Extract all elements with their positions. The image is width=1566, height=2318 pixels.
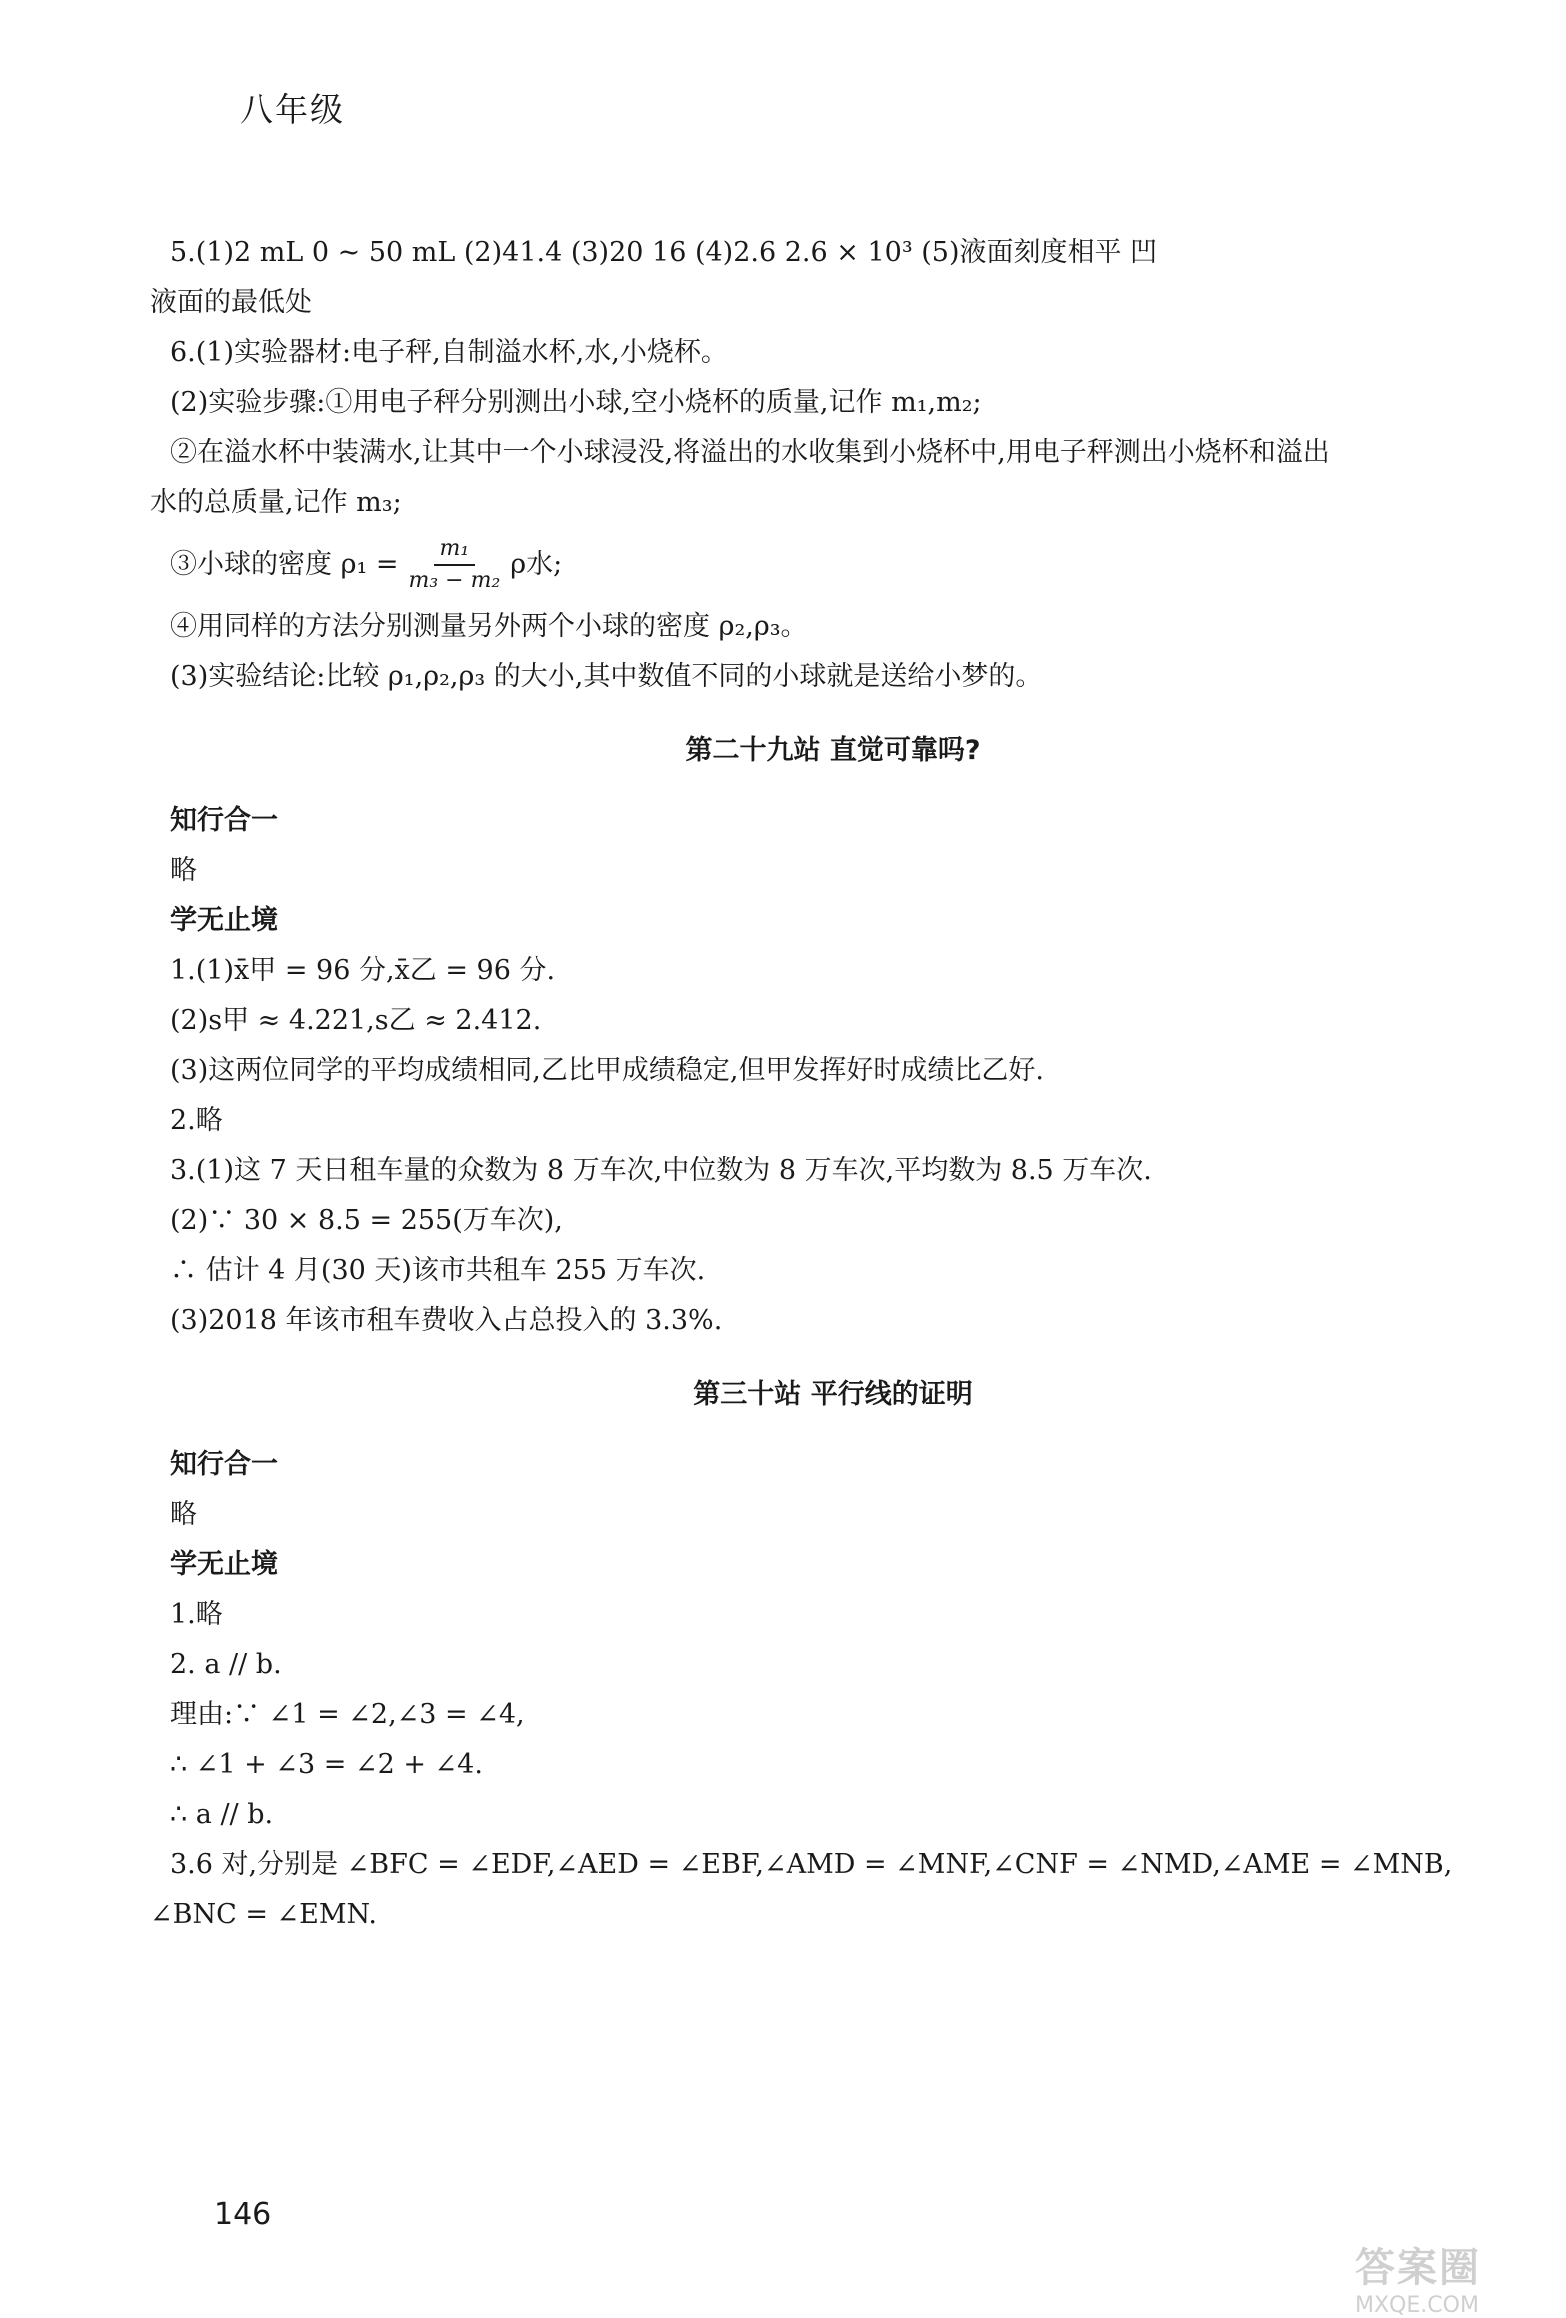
watermark-logo: [1355, 2236, 1555, 2318]
section-29-line-4: 2.略: [170, 1105, 223, 1136]
section-29-subheading-2: 学无止境: [170, 905, 278, 936]
grade-header: 八年级: [240, 90, 345, 129]
q6-line-6: (3)实验结论:比较 ρ₁,ρ₂,ρ₃ 的大小,其中数值不同的小球就是送给小梦的。: [170, 661, 1043, 692]
section-30-line-5: ∴ a // b.: [170, 1799, 274, 1830]
watermark-logo-text: 答案圈: [1355, 2245, 1481, 2291]
q6-line-1: 6.(1)实验器材:电子秤,自制溢水杯,水,小烧杯。: [170, 337, 728, 368]
density-formula-prefix: ③小球的密度 ρ₁ =: [170, 549, 399, 580]
section-30-title: 第三十站 平行线的证明: [693, 1379, 973, 1410]
page-number: 146: [214, 2197, 272, 2232]
section-30-subheading-1: 知行合一: [170, 1449, 278, 1480]
section-29-line-8: (3)2018 年该市租车费收入占总投入的 3.3%.: [170, 1305, 723, 1336]
section-29-line-1: 1.(1)x̄甲 = 96 分,x̄乙 = 96 分.: [170, 955, 556, 986]
section-30-line-1: 1.略: [170, 1599, 223, 1630]
section-29-line-5: 3.(1)这 7 天日租车量的众数为 8 万车次,中位数为 8 万车次,平均数为 8.5 万车次.: [170, 1155, 1152, 1186]
section-29-line-6: (2)∵ 30 × 8.5 = 255(万车次),: [170, 1205, 563, 1236]
section-30-line-6: 3.6 对,分别是 ∠BFC = ∠EDF,∠AED = ∠EBF,∠AMD = ∠MNF,∠CNF = ∠NMD,∠AME = ∠MNB,: [170, 1849, 1453, 1880]
section-29-line-7: ∴ 估计 4 月(30 天)该市共租车 255 万车次.: [170, 1255, 706, 1286]
section-29-line-2: (2)s甲 ≈ 4.221,s乙 ≈ 2.412.: [170, 1005, 542, 1036]
q6-line-2: (2)实验步骤:①用电子秤分别测出小球,空小烧杯的质量,记作 m₁,m₂;: [170, 387, 982, 418]
q6-line-3b: 水的总质量,记作 m₃;: [150, 487, 402, 518]
section-30-subheading-2: 学无止境: [170, 1549, 278, 1580]
q5-line-2: 液面的最低处: [150, 287, 312, 318]
fraction-numerator: m₁: [434, 536, 476, 566]
section-30-line-4: ∴ ∠1 + ∠3 = ∠2 + ∠4.: [170, 1749, 483, 1780]
section-29-subheading-1: 知行合一: [170, 805, 278, 836]
section-30-line-7: ∠BNC = ∠EMN.: [150, 1899, 377, 1930]
q6-line-3: ②在溢水杯中装满水,让其中一个小球浸没,将溢出的水收集到小烧杯中,用电子秤测出小烧杯和溢出: [170, 437, 1330, 468]
density-formula-line: [170, 528, 1496, 602]
answer-content: [150, 228, 1496, 1940]
density-fraction: [403, 536, 507, 594]
q6-line-5: ④用同样的方法分别测量另外两个小球的密度 ρ₂,ρ₃。: [170, 611, 808, 642]
section-30-line-3: 理由:∵ ∠1 = ∠2,∠3 = ∠4,: [170, 1699, 525, 1730]
section-29-line-3: (3)这两位同学的平均成绩相同,乙比甲成绩稳定,但甲发挥好时成绩比乙好.: [170, 1055, 1044, 1086]
q5-line-1: 5.(1)2 mL 0 ~ 50 mL (2)41.4 (3)20 16 (4)2.6 2.6 × 10³ (5)液面刻度相平 凹: [170, 237, 1158, 268]
section-30-answer-1: 略: [170, 1499, 197, 1530]
watermark-url: MXQE.COM: [1355, 2293, 1479, 2318]
section-29-answer-1: 略: [170, 855, 197, 886]
section-29-title: 第二十九站 直觉可靠吗?: [685, 735, 981, 766]
fraction-denominator: m₃ − m₂: [408, 568, 501, 593]
density-formula-suffix: ρ水;: [510, 549, 563, 580]
section-30-line-2: 2. a // b.: [170, 1649, 282, 1680]
